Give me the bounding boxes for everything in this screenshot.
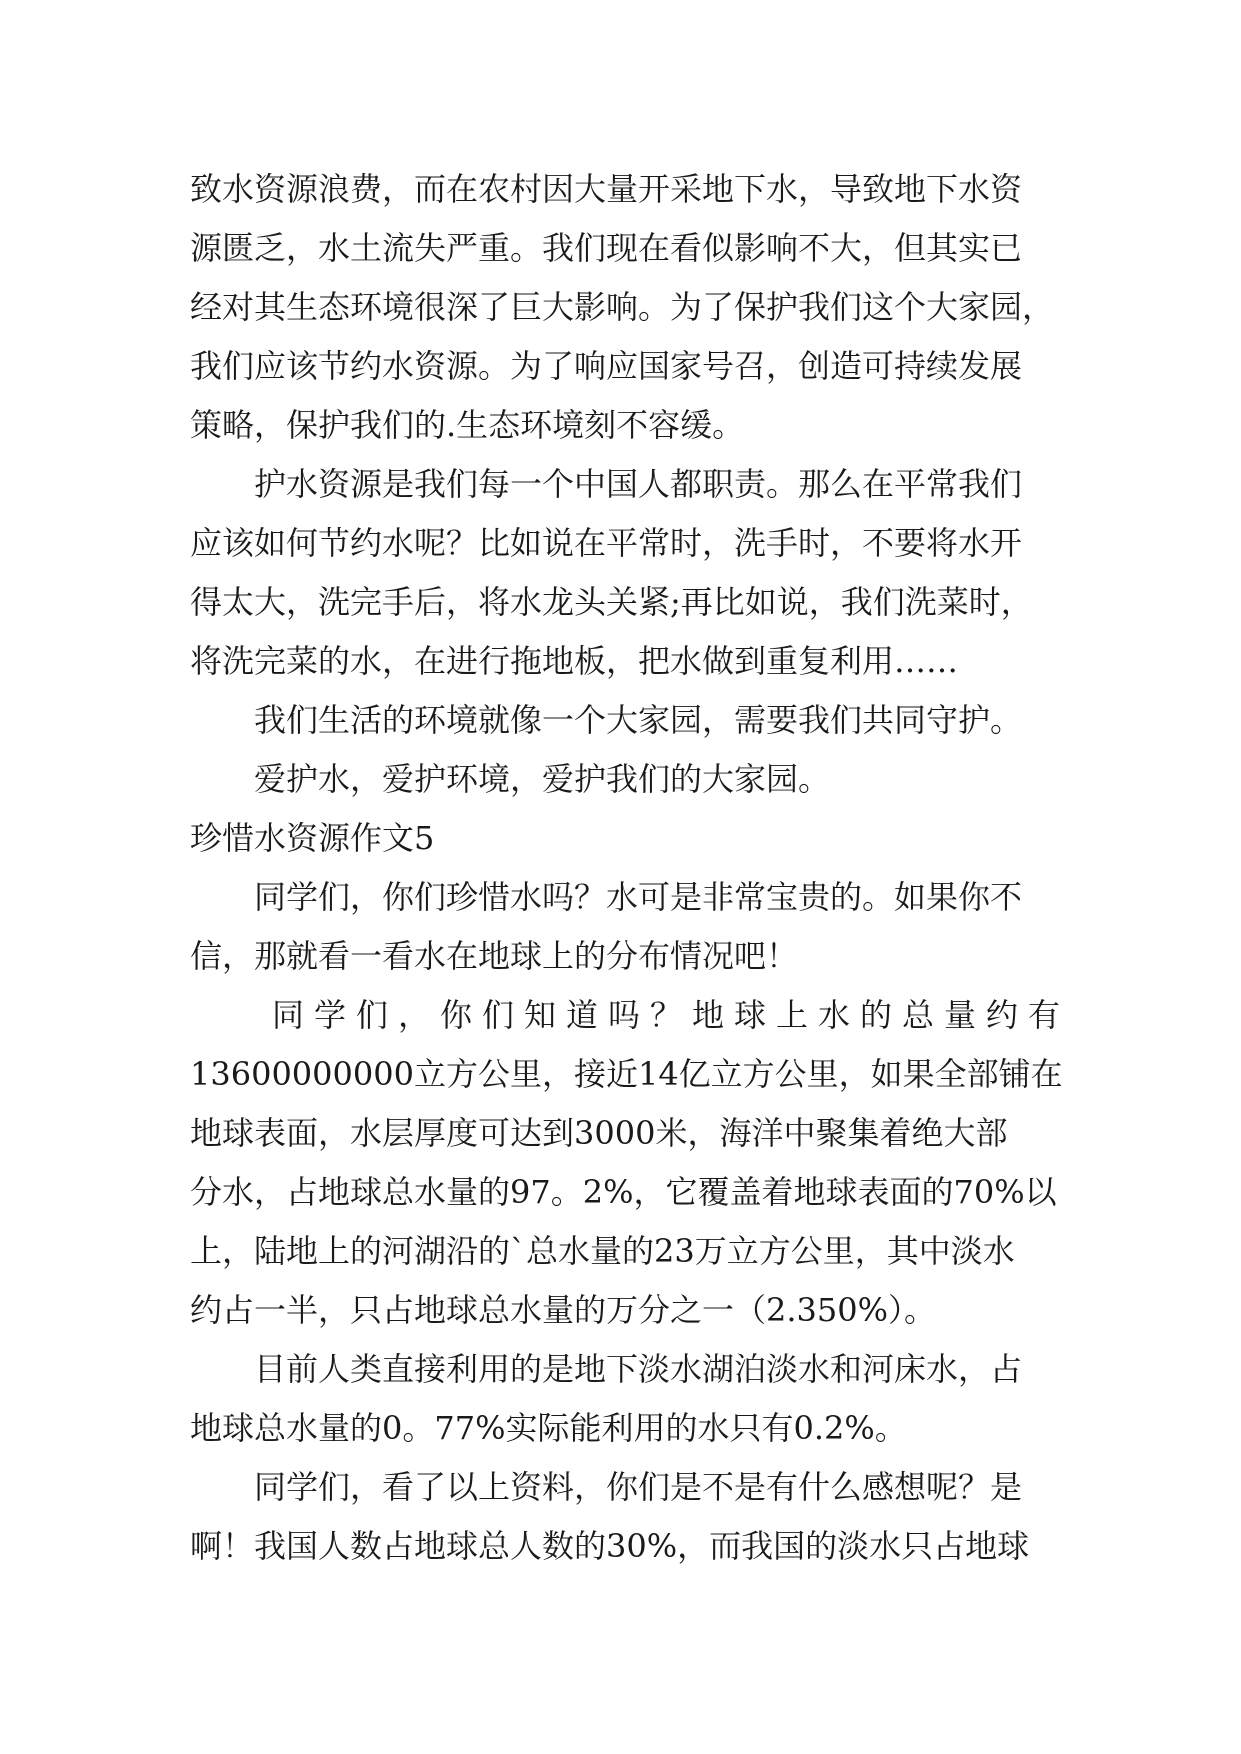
text-line: 应该如何节约水呢？比如说在平常时，洗手时，不要将水开 — [190, 524, 1023, 562]
paragraph-start-line: 我们生活的环境就像一个大家园，需要我们共同守护。 — [254, 701, 1023, 739]
paragraph-start-line: 护水资源是我们每一个中国人都职责。那么在平常我们 — [254, 465, 1023, 503]
paragraph-start-line: 同学们，你们珍惜水吗？水可是非常宝贵的。如果你不 — [254, 878, 1023, 916]
text-line: 约占一半，只占地球总水量的万分之一（2.350%）。 — [190, 1291, 937, 1329]
paragraph-start-line: 目前人类直接利用的是地下淡水湖泊淡水和河床水，占 — [254, 1350, 1023, 1388]
document-body — [190, 160, 1090, 1576]
text-line: 13600000000立方公里，接近14亿立方公里，如果全部铺在 — [190, 1055, 1063, 1093]
text-line: 地球总水量的0。77%实际能利用的水只有0.2%。 — [190, 1409, 907, 1447]
text-line: 信，那就看一看水在地球上的分布情况吧！ — [190, 937, 799, 975]
text-line: 分水，占地球总水量的97。2%，它覆盖着地球表面的70%以 — [190, 1173, 1057, 1211]
text-line: 致水资源浪费，而在农村因大量开采地下水，导致地下水资 — [190, 170, 1023, 208]
text-line: 地球表面，水层厚度可达到3000米，海洋中聚集着绝大部 — [190, 1114, 1008, 1152]
text-line: 将洗完菜的水，在进行拖地板，把水做到重复利用…… — [190, 642, 959, 680]
text-line: 啊！我国人数占地球总人数的30%，而我国的淡水只占地球 — [190, 1527, 1030, 1565]
section-title: 珍惜水资源作文5 — [190, 819, 435, 857]
text-line: 源匮乏，水土流失严重。我们现在看似影响不大，但其实已 — [190, 229, 1023, 267]
text-line: 策略，保护我们的.生态环境刻不容缓。 — [190, 406, 745, 444]
paragraph-start-line: 同学们，看了以上资料，你们是不是有什么感想呢？是 — [254, 1468, 1023, 1506]
paragraph-start-line: 爱护水，爱护环境，爱护我们的大家园。 — [254, 760, 831, 798]
text-line: 我们应该节约水资源。为了响应国家号召，创造可持续发展 — [190, 347, 1023, 385]
text-line: 上，陆地上的河湖沿的`总水量的23万立方公里，其中淡水 — [190, 1232, 1015, 1270]
text-line: 得太大，洗完手后，将水龙头关紧;再比如说，我们洗菜时， — [190, 583, 1033, 621]
paragraph-start-line: 同学们，你们知道吗？地球上水的总量约有 — [272, 996, 1071, 1034]
text-line: 经对其生态环境很深了巨大影响。为了保护我们这个大家园， — [190, 288, 1055, 326]
